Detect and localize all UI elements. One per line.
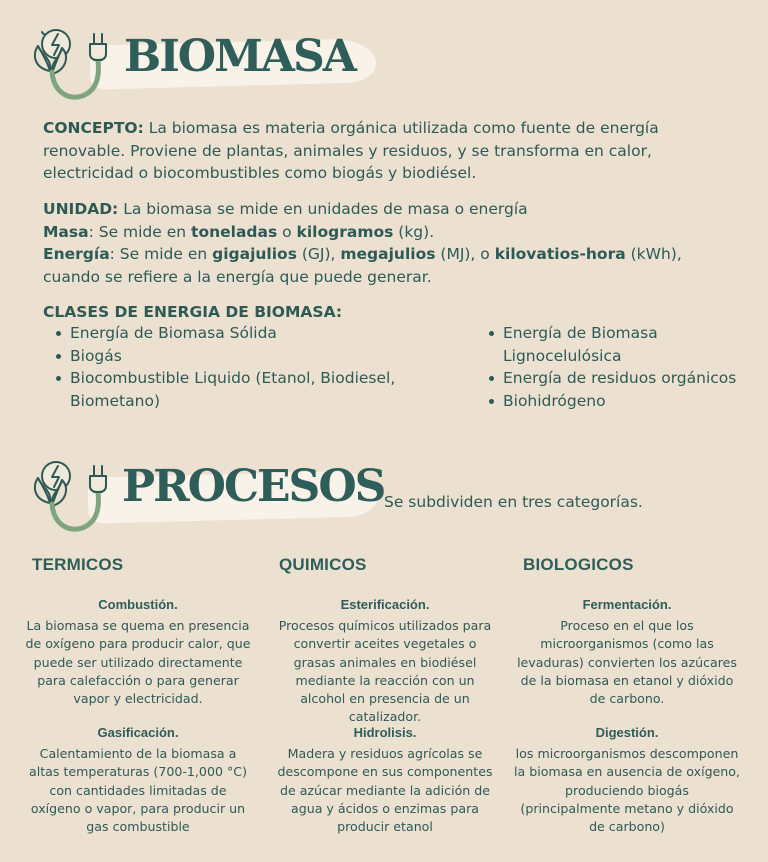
energia-text-1: : Se mide en [109, 245, 213, 263]
process-title: Hidrolisis. [353, 725, 417, 740]
masa-label: Masa [43, 222, 89, 241]
concepto-text: La biomasa es materia orgánica utilizada como fuente de energía renovable. Proviene de plantas, animales y residuos, y se transforma en calor, electricidad o biocombustibles como biogás y biodiésel. [43, 119, 659, 182]
process-description: Calentamiento de la biomasa a altas temperaturas (700-1,000 °C) con cantidades limitadas de oxígeno o vapor, para producir un gas combustible [29, 746, 247, 835]
process-title: Esterificación. [340, 597, 430, 612]
process-fermentacion [514, 596, 740, 708]
masa-text-2: o [277, 222, 297, 241]
list-item: Energía de residuos orgánicos [488, 367, 738, 390]
masa-bold-toneladas: toneladas [191, 222, 278, 241]
process-gasificacion [25, 724, 251, 836]
process-description: La biomasa se quema en presencia de oxígeno para producir calor, que puede ser utilizado directamente para calefacción o para generar vapor y electricidad. [25, 618, 251, 707]
list-item: Energía de Biomasa Lignocelulósica [488, 322, 663, 367]
energia-bold-megajulios: megajulios [340, 245, 436, 263]
plant-plug-icon [30, 26, 122, 106]
category-quimicos: QUIMICOS [279, 555, 367, 574]
list-item: Biogás [55, 345, 485, 368]
energia-text-2: (GJ), [296, 245, 341, 263]
unidad-text: La biomasa se mide en unidades de masa o energía [118, 200, 528, 218]
plant-plug-icon [30, 458, 122, 538]
process-combustion [25, 596, 251, 708]
category-termicos: TERMICOS [32, 555, 124, 574]
process-hidrolisis [272, 724, 498, 836]
process-digestion [514, 724, 740, 836]
process-esterificacion [272, 596, 498, 727]
masa-bold-kilogramos: kilogramos [296, 222, 394, 241]
clases-list-left [55, 322, 485, 412]
energia-bold-gigajulios: gigajulios [212, 245, 297, 263]
energia-text-3: (MJ), o [435, 245, 495, 263]
procesos-title: PROCESOS [122, 461, 385, 512]
unidad-label: UNIDAD: [43, 200, 119, 218]
masa-text-3: (kg). [393, 222, 435, 241]
process-description: Madera y residuos agrícolas se descompone en sus componentes de azúcar mediante la adición de agua y ácidos o enzimas para producir etanol [277, 746, 493, 835]
unidad-paragraph [43, 198, 743, 288]
procesos-subtitle: Se subdividen en tres categorías. [384, 493, 643, 511]
energia-bold-kilovatios: kilovatios-hora [494, 245, 626, 263]
list-item: Biohidrógeno [488, 390, 738, 413]
concepto-paragraph [43, 117, 743, 185]
energia-label: Energía [43, 245, 110, 263]
clases-title: CLASES DE ENERGIA DE BIOMASA: [43, 303, 343, 321]
page-title: BIOMASA [124, 31, 355, 82]
process-title: Digestión. [595, 725, 659, 740]
process-description: los microorganismos descomponen la biomasa en ausencia de oxígeno, produciendo biogás (principalmente metano y dióxido de carbono) [514, 746, 740, 835]
concepto-label: CONCEPTO: [43, 119, 144, 137]
category-biologicos: BIOLOGICOS [523, 555, 634, 574]
clases-list-right [488, 322, 738, 412]
process-description: Proceso en el que los microorganismos (como las levaduras) convierten los azúcares de la biomasa en etanol y dióxido de carbono. [517, 618, 737, 707]
masa-text-1: : Se mide en [88, 222, 192, 241]
process-title: Fermentación. [582, 597, 672, 612]
process-title: Gasificación. [97, 725, 179, 740]
list-item: Energía de Biomasa Sólida [55, 322, 485, 345]
process-description: Procesos químicos utilizados para convertir aceites vegetales o grasas animales en biodiésel mediante la reacción con un alcohol en presencia de un catalizador. [278, 618, 492, 725]
energia-text-4: (kWh), cuando se refiere a la energía que puede generar. [43, 245, 682, 286]
process-title: Combustión. [98, 597, 178, 612]
list-item: Biocombustible Liquido (Etanol, Biodiesel, Biometano) [55, 367, 485, 412]
